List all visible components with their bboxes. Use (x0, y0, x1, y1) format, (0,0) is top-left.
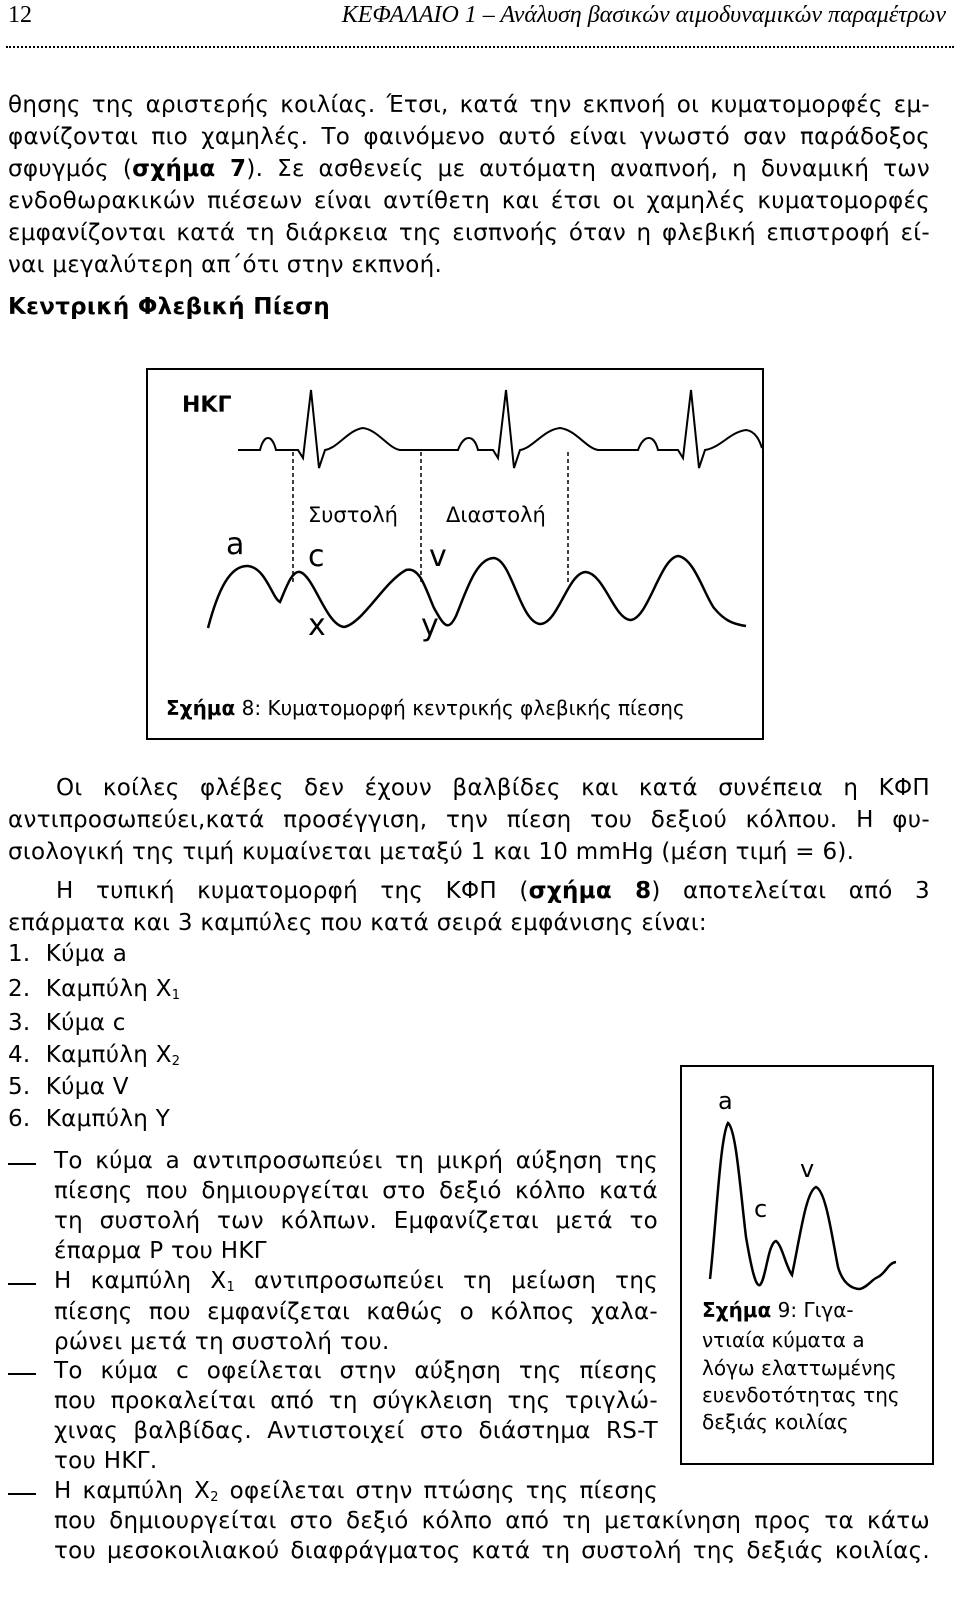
figure-9-caption-line-5: δεξιάς κοιλίας (702, 1410, 849, 1434)
figure-9-caption-line-4: ευενδοτότητας της (702, 1383, 900, 1407)
list-item (8, 941, 127, 967)
intro-line-4: ενδοθωρακικών πιέσεων είναι αντίθετη και έτσι οι χαμηλές κυματομορφές (8, 188, 930, 214)
caption-text: : Κυματομορφή κεντρικής φλεβικής πίεσης (254, 696, 685, 720)
list-text: Κύμα V (45, 1074, 129, 1100)
page-number: 12 (8, 2, 32, 28)
figure-reference: σχήμα 8 (528, 878, 652, 904)
wave-v-label: v (429, 539, 447, 574)
caption-number: 9 (771, 1298, 791, 1322)
bullet-x2-line-1 (54, 1478, 658, 1505)
caption-text: : Γιγα- (790, 1298, 854, 1322)
para2-line-3: σιολογική της τιμή κυμαίνεται μεταξύ 1 και 10 mmHg (μέση τιμή = 6). (8, 839, 855, 865)
bullet-dash (8, 1373, 36, 1375)
diastole-label: Διαστολή (446, 503, 546, 527)
text-span: Η καμπύλη X (54, 1478, 211, 1504)
list-number: 4. (8, 1042, 31, 1068)
bullet-c-line-2: που προκαλείται από τη σύγκλειση της τριγλώ- (54, 1388, 658, 1414)
bullet-x2-line-3: του μεσοκοιλιακού διαφράγματος κατά τη συστολή της δεξιάς κοιλίας. (54, 1538, 930, 1564)
bullet-dash (8, 1493, 36, 1495)
wave-a-label: a (226, 527, 245, 562)
bullet-a-line-1: Το κύμα a αντιπροσωπεύει τη μικρή αύξηση της (54, 1148, 658, 1174)
bullet-a-line-3: τη συστολή των κόλπων. Εμφανίζεται μετά το (54, 1208, 658, 1234)
figure-8-diagram (148, 370, 762, 738)
wave-v-label: v (800, 1155, 815, 1183)
para3-line-1 (56, 878, 930, 904)
para2-line-2: αντιπροσωπεύει,κατά προσέγγιση, την πίεση του δεξιού κόλπου. Η φυ- (8, 807, 930, 833)
wave-y-label: y (421, 608, 439, 643)
list-item (8, 1074, 129, 1100)
list-text: Κύμα a (45, 941, 128, 967)
figure-8-caption (166, 696, 685, 720)
bullet-x1-line-1 (54, 1268, 658, 1295)
list-subscript: 1 (171, 988, 181, 1003)
text-span: ) αποτελείται από 3 (651, 878, 930, 904)
list-text: Καμπύλη Y (45, 1106, 171, 1132)
bullet-c-line-1: Το κύμα c οφείλεται στην αύξηση της πίεσης (54, 1358, 658, 1384)
caption-bold: Σχήμα (702, 1298, 772, 1322)
bullet-c-line-4: του ΗΚΓ. (54, 1448, 158, 1474)
systole-label: Συστολή (308, 503, 398, 527)
text-span: αντιπροσωπεύει τη μείωση της (235, 1268, 658, 1294)
figure-8 (146, 368, 764, 740)
cvp-waveform (208, 556, 746, 628)
subscript: 1 (226, 1280, 236, 1295)
intro-line-5: εμφανίζονται κατά τη διάρκεια της εισπνοής όταν η φλεβική επιστροφή εί- (8, 220, 930, 246)
list-text: Κύμα c (45, 1010, 126, 1036)
intro-line-6: ναι μεγαλύτερη απ΄ότι στην εκπνοή. (8, 252, 443, 278)
ecg-label: ΗΚΓ (182, 393, 232, 418)
bullet-dash (8, 1283, 36, 1285)
text-span: οφείλεται στην πτώσης της πίεσης (218, 1478, 658, 1504)
para3-line-2: επάρματα και 3 καμπύλες που κατά σειρά εμφάνισης είναι: (8, 910, 707, 936)
giant-a-waveform (710, 1123, 896, 1289)
bullet-x1-line-3: ρώνει μετά τη συστολή του. (54, 1329, 390, 1355)
bullet-x2-line-2: που δημιουργείται στο δεξιό κόλπο από τη μετακίνηση προς τα κάτω (54, 1508, 930, 1534)
figure-9-caption-line-3: λόγω ελαττωμένης (702, 1356, 897, 1380)
figure-reference: σχήμα 7 (132, 156, 247, 182)
figure-9-diagram (682, 1067, 932, 1463)
list-item (8, 976, 180, 1003)
intro-line-3 (8, 156, 930, 182)
list-item (8, 1106, 170, 1132)
intro-line-2: φανίζονται πιο χαμηλές. Το φαινόμενο αυτό είναι γνωστό σαν παράδοξος (8, 124, 930, 150)
figure-9-caption-line-2: ντιαία κύματα a (702, 1328, 865, 1352)
wave-x-label: x (308, 608, 326, 643)
list-number: 6. (8, 1106, 31, 1132)
list-item (8, 1010, 126, 1036)
wave-a-label: a (718, 1087, 733, 1115)
figure-9 (680, 1065, 934, 1465)
list-number: 3. (8, 1010, 31, 1036)
text-span: σφυγμός ( (8, 156, 133, 182)
section-title: Κεντρική Φλεβική Πίεση (8, 294, 331, 320)
caption-number: 8 (235, 696, 255, 720)
list-number: 2. (8, 976, 31, 1002)
text-span: ). Σε ασθενείς με αυτόματη αναπνοή, η δυναμική των (246, 156, 930, 182)
chapter-title: ΚΕΦΑΛΑΙΟ 1 – Ανάλυση βασικών αιμοδυναμικών παραμέτρων (341, 2, 946, 28)
header-divider (6, 46, 954, 48)
para2-line-1: Οι κοίλες φλέβες δεν έχουν βαλβίδες και κατά συνέπεια η ΚΦΠ (56, 775, 930, 801)
text-span: Η τυπική κυματομορφή της ΚΦΠ ( (56, 878, 529, 904)
wave-c-label: c (308, 539, 325, 574)
bullet-c-line-3: χινας βαλβίδας. Αντιστοιχεί στο διάστημα RS-T (54, 1418, 658, 1444)
bullet-a-line-2: πίεσης που δημιουργείται στο δεξιό κόλπο κατά (54, 1178, 658, 1204)
ecg-trace (238, 390, 762, 468)
text-span: Η καμπύλη X (54, 1268, 227, 1294)
list-subscript: 2 (171, 1054, 181, 1069)
bullet-x1-line-2: πίεσης που εμφανίζεται καθώς ο κόλπος χαλα- (54, 1299, 658, 1325)
list-text: Καμπύλη X (45, 1042, 172, 1068)
subscript: 2 (210, 1490, 219, 1505)
list-item (8, 1042, 180, 1069)
wave-c-label: c (754, 1195, 768, 1223)
intro-line-1: θησης της αριστερής κοιλίας. Έτσι, κατά την εκπνοή οι κυματομορφές εμ- (8, 92, 930, 118)
list-number: 1. (8, 941, 31, 967)
list-text: Καμπύλη X (45, 976, 172, 1002)
bullet-a-line-4: έπαρμα P του ΗΚΓ (54, 1238, 267, 1264)
bullet-dash (8, 1163, 36, 1165)
list-number: 5. (8, 1074, 31, 1100)
figure-9-caption-line-1 (702, 1298, 854, 1322)
caption-bold: Σχήμα (166, 696, 236, 720)
